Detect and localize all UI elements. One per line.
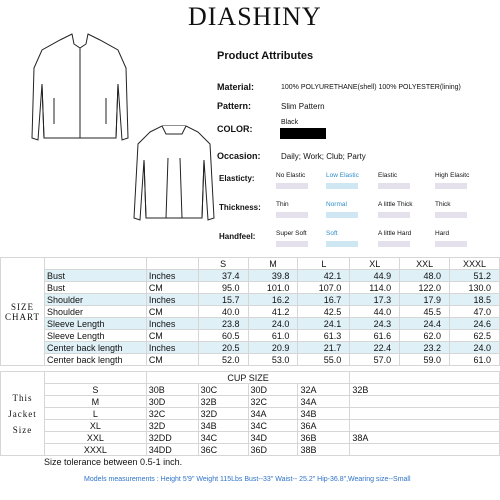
scale-bar bbox=[435, 212, 467, 218]
table-row bbox=[1, 294, 500, 306]
cup-value: 32C bbox=[248, 396, 298, 408]
measure-value: 55.0 bbox=[298, 354, 350, 366]
measure-value: 20.5 bbox=[198, 342, 248, 354]
scale-bar-selected bbox=[326, 212, 358, 218]
table-row bbox=[1, 432, 500, 444]
size-header: L bbox=[298, 258, 350, 270]
cup-row-size: XL bbox=[44, 420, 146, 432]
measure-value: 40.0 bbox=[198, 306, 248, 318]
measure-value: 16.2 bbox=[248, 294, 298, 306]
measure-value: 59.0 bbox=[400, 354, 450, 366]
table-row bbox=[1, 444, 500, 456]
elasticity-option: Elastic bbox=[378, 172, 398, 179]
measure-value: 22.4 bbox=[350, 342, 400, 354]
cup-value bbox=[350, 396, 500, 408]
handfeel-option: A little Hard bbox=[378, 230, 412, 237]
material-label: Material: bbox=[217, 82, 255, 92]
thickness-option-selected: Normal bbox=[326, 201, 347, 208]
table-row bbox=[1, 306, 500, 318]
size-header: XXXL bbox=[450, 258, 500, 270]
table-row bbox=[1, 408, 500, 420]
cup-value: 32B bbox=[198, 396, 248, 408]
measure-unit: Inches bbox=[146, 342, 198, 354]
occasion-label: Occasion: bbox=[217, 151, 261, 161]
measure-value: 114.0 bbox=[350, 282, 400, 294]
cup-value: 36A bbox=[298, 420, 350, 432]
color-value: Black bbox=[281, 119, 299, 126]
cup-value bbox=[350, 420, 500, 432]
measure-value: 62.5 bbox=[450, 330, 500, 342]
measure-value: 24.1 bbox=[298, 318, 350, 330]
cup-row-size: M bbox=[44, 396, 146, 408]
measure-value: 122.0 bbox=[400, 282, 450, 294]
measure-value: 41.2 bbox=[248, 306, 298, 318]
measure-value: 17.9 bbox=[400, 294, 450, 306]
cup-header-row bbox=[1, 372, 500, 384]
cup-value: 36C bbox=[198, 444, 248, 456]
measure-unit: CM bbox=[146, 282, 198, 294]
measure-value: 61.3 bbox=[298, 330, 350, 342]
cup-value: 34DD bbox=[146, 444, 198, 456]
cup-value: 32B bbox=[350, 384, 500, 396]
scale-bar-selected bbox=[326, 241, 358, 247]
model-measurements: Models measurements : Height 5'9" Weight 115Lbs Bust--33" Waist-- 25.2" Hip-36.8",Wearing size--Small bbox=[84, 476, 411, 483]
cup-value bbox=[350, 408, 500, 420]
elasticity-option-selected: Low Elastic bbox=[326, 172, 359, 179]
measure-unit: CM bbox=[146, 330, 198, 342]
cup-value: 34A bbox=[248, 408, 298, 420]
cup-value: 38B bbox=[298, 444, 350, 456]
cup-value: 32C bbox=[146, 408, 198, 420]
jacket-sketch-icon bbox=[10, 28, 215, 253]
table-row bbox=[1, 318, 500, 330]
measure-unit: Inches bbox=[146, 270, 198, 282]
occasion-value: Daily; Work; Club; Party bbox=[281, 152, 366, 161]
measure-value: 52.0 bbox=[198, 354, 248, 366]
measure-value: 130.0 bbox=[450, 282, 500, 294]
measure-value: 60.5 bbox=[198, 330, 248, 342]
measure-value: 48.0 bbox=[400, 270, 450, 282]
cup-size-table bbox=[0, 371, 500, 456]
elasticity-option: High Elasitc bbox=[435, 172, 470, 179]
scale-bar bbox=[276, 212, 308, 218]
measure-value: 21.7 bbox=[298, 342, 350, 354]
handfeel-option: Super Soft bbox=[276, 230, 307, 237]
measure-value: 101.0 bbox=[248, 282, 298, 294]
measure-value: 44.0 bbox=[350, 306, 400, 318]
measure-value: 42.1 bbox=[298, 270, 350, 282]
table-row bbox=[1, 270, 500, 282]
elasticity-option: No Elastic bbox=[276, 172, 306, 179]
table-row bbox=[1, 342, 500, 354]
size-header: XXL bbox=[400, 258, 450, 270]
measure-value: 62.0 bbox=[400, 330, 450, 342]
measure-value: 23.2 bbox=[400, 342, 450, 354]
cup-value: 30C bbox=[198, 384, 248, 396]
cup-row-size: XXXL bbox=[44, 444, 146, 456]
thickness-option: Thick bbox=[435, 201, 451, 208]
measure-value: 24.0 bbox=[450, 342, 500, 354]
scale-bar bbox=[378, 183, 410, 189]
cup-value: 34D bbox=[248, 432, 298, 444]
measure-value: 37.4 bbox=[198, 270, 248, 282]
cup-row-size: S bbox=[44, 384, 146, 396]
measure-name: Sleeve Length bbox=[44, 318, 146, 330]
table-row bbox=[1, 396, 500, 408]
handfeel-option-selected: Soft bbox=[326, 230, 338, 237]
size-header: M bbox=[248, 258, 298, 270]
measure-unit: CM bbox=[146, 306, 198, 318]
scale-bar bbox=[378, 241, 410, 247]
cup-value: 36B bbox=[298, 432, 350, 444]
measure-name: Bust bbox=[44, 270, 146, 282]
measure-value: 17.3 bbox=[350, 294, 400, 306]
thickness-option: Thin bbox=[276, 201, 289, 208]
cup-value: 34B bbox=[198, 420, 248, 432]
measure-value: 61.6 bbox=[350, 330, 400, 342]
brand-title: DIASHINY bbox=[188, 2, 322, 31]
measure-value: 61.0 bbox=[450, 354, 500, 366]
measure-value: 39.8 bbox=[248, 270, 298, 282]
size-header: S bbox=[198, 258, 248, 270]
measure-value: 20.9 bbox=[248, 342, 298, 354]
cup-value: 36D bbox=[248, 444, 298, 456]
measure-name: Center back length bbox=[44, 342, 146, 354]
measure-unit: Inches bbox=[146, 318, 198, 330]
measure-value: 24.4 bbox=[400, 318, 450, 330]
cup-value: 32A bbox=[298, 384, 350, 396]
attributes-title: Product Attributes bbox=[217, 50, 314, 62]
measure-value: 57.0 bbox=[350, 354, 400, 366]
scale-bar bbox=[276, 241, 308, 247]
cup-value: 30D bbox=[248, 384, 298, 396]
size-chart-side-label: SIZE CHART bbox=[1, 258, 45, 366]
scale-bar bbox=[378, 212, 410, 218]
measure-value: 45.5 bbox=[400, 306, 450, 318]
cup-row-size: XXL bbox=[44, 432, 146, 444]
measure-unit: CM bbox=[146, 354, 198, 366]
cup-row-size: L bbox=[44, 408, 146, 420]
measure-value: 23.8 bbox=[198, 318, 248, 330]
cup-size-header: CUP SIZE bbox=[146, 372, 350, 384]
measure-value: 42.5 bbox=[298, 306, 350, 318]
table-row bbox=[1, 384, 500, 396]
measure-name: Bust bbox=[44, 282, 146, 294]
size-chart-table bbox=[0, 257, 500, 366]
size-tolerance-note: Size tolerance between 0.5-1 inch. bbox=[44, 457, 183, 467]
cup-value: 30D bbox=[146, 396, 198, 408]
measure-value: 16.7 bbox=[298, 294, 350, 306]
measure-unit: Inches bbox=[146, 294, 198, 306]
table-row bbox=[1, 354, 500, 366]
measure-value: 24.3 bbox=[350, 318, 400, 330]
pattern-label: Pattern: bbox=[217, 101, 252, 111]
color-swatch bbox=[280, 128, 326, 139]
scale-bar bbox=[276, 183, 308, 189]
size-header: XL bbox=[350, 258, 400, 270]
scale-bar-selected bbox=[326, 183, 358, 189]
material-value: 100% POLYURETHANE(shell) 100% POLYESTER(lining) bbox=[281, 84, 461, 91]
measure-value: 107.0 bbox=[298, 282, 350, 294]
cup-value: 30B bbox=[146, 384, 198, 396]
measure-value: 51.2 bbox=[450, 270, 500, 282]
measure-value: 61.0 bbox=[248, 330, 298, 342]
cup-value: 32D bbox=[146, 420, 198, 432]
table-row bbox=[1, 330, 500, 342]
measure-name: Shoulder bbox=[44, 294, 146, 306]
measure-name: Shoulder bbox=[44, 306, 146, 318]
measure-name: Center back length bbox=[44, 354, 146, 366]
size-header-row bbox=[1, 258, 500, 270]
cup-value: 34C bbox=[248, 420, 298, 432]
cup-value: 34B bbox=[298, 408, 350, 420]
measure-name: Sleeve Length bbox=[44, 330, 146, 342]
cup-chart-side-label: This Jacket Size bbox=[1, 372, 45, 456]
measure-value: 47.0 bbox=[450, 306, 500, 318]
cup-value: 34C bbox=[198, 432, 248, 444]
measure-value: 18.5 bbox=[450, 294, 500, 306]
measure-value: 15.7 bbox=[198, 294, 248, 306]
cup-value: 32D bbox=[198, 408, 248, 420]
handfeel-label: Handfeel: bbox=[219, 232, 256, 241]
cup-value: 34A bbox=[298, 396, 350, 408]
measure-value: 44.9 bbox=[350, 270, 400, 282]
thickness-option: A little Thick bbox=[378, 201, 413, 208]
measure-value: 53.0 bbox=[248, 354, 298, 366]
cup-value bbox=[350, 444, 500, 456]
handfeel-option: Hard bbox=[435, 230, 450, 237]
pattern-value: Slim Pattern bbox=[281, 102, 325, 111]
measure-value: 95.0 bbox=[198, 282, 248, 294]
cup-value: 32DD bbox=[146, 432, 198, 444]
measure-value: 24.6 bbox=[450, 318, 500, 330]
elasticity-label: Elasticty: bbox=[219, 174, 255, 183]
measure-value: 24.0 bbox=[248, 318, 298, 330]
color-label: COLOR: bbox=[217, 124, 253, 134]
cup-value: 38A bbox=[350, 432, 500, 444]
scale-bar bbox=[435, 183, 467, 189]
table-row bbox=[1, 282, 500, 294]
scale-bar bbox=[435, 241, 467, 247]
thickness-label: Thickness: bbox=[219, 203, 261, 212]
table-row bbox=[1, 420, 500, 432]
